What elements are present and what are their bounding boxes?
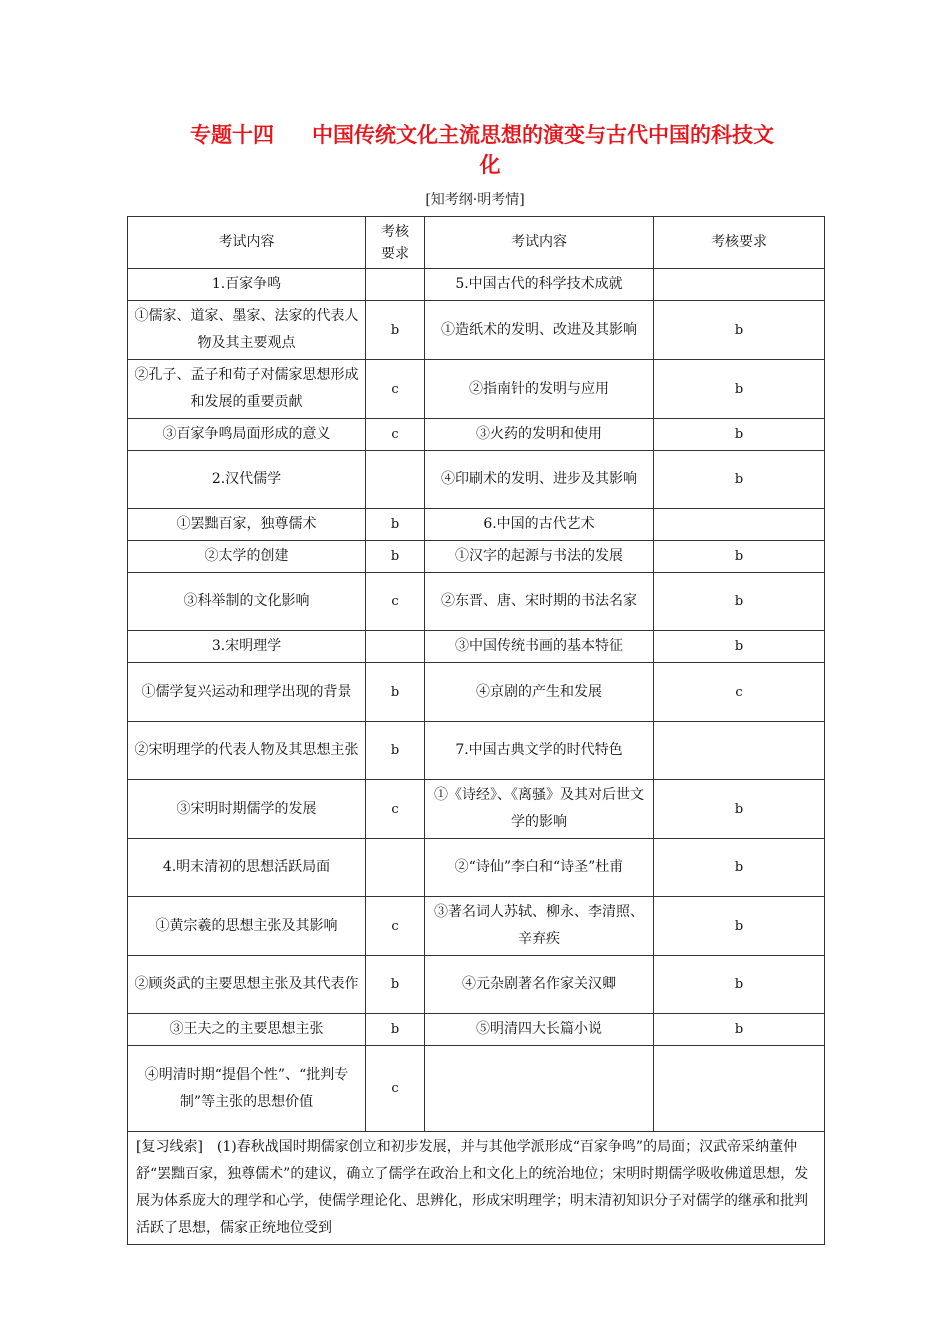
- content-cell: ③百家争鸣局面形成的意义: [128, 419, 366, 451]
- requirement-cell: b: [654, 360, 825, 419]
- requirement-cell: b: [654, 956, 825, 1014]
- table-row: [128, 1046, 825, 1132]
- table-row: [128, 360, 825, 419]
- table-header-row: [128, 217, 825, 269]
- header-cell: 考试内容: [128, 217, 366, 269]
- content-cell: 7.中国古典文学的时代特色: [425, 722, 654, 780]
- title-part3: 化: [479, 153, 501, 177]
- content-cell: ②顾炎武的主要思想主张及其代表作: [128, 956, 366, 1014]
- content-cell: ④京剧的产生和发展: [425, 663, 654, 722]
- table-row: [128, 509, 825, 541]
- table-row: [128, 269, 825, 301]
- content-cell: ③中国传统书画的基本特征: [425, 631, 654, 663]
- table-row: [128, 451, 825, 509]
- requirement-cell: [654, 269, 825, 301]
- content-cell: ④明清时期“提倡个性”、“批判专制”等主张的思想价值: [128, 1046, 366, 1132]
- requirement-cell: b: [654, 1014, 825, 1046]
- requirement-cell: [654, 722, 825, 780]
- content-cell: 2.汉代儒学: [128, 451, 366, 509]
- requirement-cell: [366, 631, 425, 663]
- requirement-cell: b: [366, 301, 425, 360]
- subtitle: [知考纲·明考情]: [425, 192, 525, 208]
- requirement-cell: b: [654, 631, 825, 663]
- content-cell: 6.中国的古代艺术: [425, 509, 654, 541]
- requirement-cell: b: [366, 722, 425, 780]
- content-cell: ①《诗经》、《离骚》及其对后世文学的影响: [425, 780, 654, 839]
- content-cell: 5.中国古代的科学技术成就: [425, 269, 654, 301]
- requirement-cell: b: [654, 301, 825, 360]
- title-part1: 专题十四: [190, 123, 274, 147]
- content-cell: ①造纸术的发明、改进及其影响: [425, 301, 654, 360]
- requirement-cell: [366, 451, 425, 509]
- table-row: [128, 839, 825, 897]
- content-cell: [425, 1046, 654, 1132]
- content-cell: ④元杂剧著名作家关汉卿: [425, 956, 654, 1014]
- content-cell: 4.明末清初的思想活跃局面: [128, 839, 366, 897]
- table-row: [128, 663, 825, 722]
- header-cell: 考核要求: [366, 217, 425, 269]
- requirement-cell: b: [654, 573, 825, 631]
- requirement-cell: [654, 509, 825, 541]
- requirement-cell: b: [366, 509, 425, 541]
- content-cell: ③著名词人苏轼、柳永、李清照、辛弃疾: [425, 897, 654, 956]
- requirement-cell: b: [654, 839, 825, 897]
- requirement-cell: b: [366, 956, 425, 1014]
- requirement-cell: c: [654, 663, 825, 722]
- table-row: [128, 956, 825, 1014]
- requirement-cell: c: [366, 360, 425, 419]
- requirement-cell: [366, 269, 425, 301]
- syllabus-table: [127, 216, 825, 1245]
- table-row: [128, 897, 825, 956]
- table-row: [128, 541, 825, 573]
- requirement-cell: c: [366, 573, 425, 631]
- requirement-cell: c: [366, 780, 425, 839]
- table-row: [128, 1014, 825, 1046]
- content-cell: ③王夫之的主要思想主张: [128, 1014, 366, 1046]
- requirement-cell: b: [654, 541, 825, 573]
- content-cell: ③科举制的文化影响: [128, 573, 366, 631]
- table-row: [128, 301, 825, 360]
- table-row: [128, 722, 825, 780]
- content-cell: ①儒学复兴运动和理学出现的背景: [128, 663, 366, 722]
- content-cell: ④印刷术的发明、进步及其影响: [425, 451, 654, 509]
- table-row: [128, 419, 825, 451]
- requirement-cell: c: [366, 1046, 425, 1132]
- document-title: [190, 120, 830, 180]
- content-cell: ①黄宗羲的思想主张及其影响: [128, 897, 366, 956]
- content-cell: ③宋明时期儒学的发展: [128, 780, 366, 839]
- table-row: [128, 780, 825, 839]
- requirement-cell: b: [654, 897, 825, 956]
- content-cell: ①汉字的起源与书法的发展: [425, 541, 654, 573]
- content-cell: ②孔子、孟子和荀子对儒家思想形成和发展的重要贡献: [128, 360, 366, 419]
- content-cell: 3.宋明理学: [128, 631, 366, 663]
- header-cell: 考核要求: [654, 217, 825, 269]
- requirement-cell: [366, 839, 425, 897]
- requirement-cell: b: [366, 663, 425, 722]
- content-cell: ②指南针的发明与应用: [425, 360, 654, 419]
- header-cell: 考试内容: [425, 217, 654, 269]
- requirement-cell: b: [654, 419, 825, 451]
- content-cell: ③火药的发明和使用: [425, 419, 654, 451]
- requirement-cell: b: [654, 780, 825, 839]
- requirement-cell: c: [366, 897, 425, 956]
- content-cell: ②宋明理学的代表人物及其思想主张: [128, 722, 366, 780]
- content-cell: ①罢黜百家，独尊儒术: [128, 509, 366, 541]
- content-cell: ①儒家、道家、墨家、法家的代表人物及其主要观点: [128, 301, 366, 360]
- content-cell: ②太学的创建: [128, 541, 366, 573]
- notes-row: [128, 1132, 825, 1245]
- review-notes: [复习线索] (1)春秋战国时期儒家创立和初步发展，并与其他学派形成“百家争鸣”的局面；汉武帝采纳董仲舒“罢黜百家，独尊儒术”的建议，确立了儒学在政治上和文化上的统治地位；宋明时期儒学吸收佛道思想，发展为体系庞大的理学和心学，使儒学理论化、思辨化，形成宋明理学；明末清初知识分子对儒学的继承和批判活跃了思想，儒家正统地位受到: [128, 1132, 825, 1245]
- requirement-cell: [654, 1046, 825, 1132]
- title-part2: 中国传统文化主流思想的演变与古代中国的科技文: [312, 123, 774, 147]
- requirement-cell: b: [654, 451, 825, 509]
- table-row: [128, 631, 825, 663]
- table-row: [128, 573, 825, 631]
- content-cell: ②“诗仙”李白和“诗圣”杜甫: [425, 839, 654, 897]
- content-cell: 1.百家争鸣: [128, 269, 366, 301]
- content-cell: ⑤明清四大长篇小说: [425, 1014, 654, 1046]
- requirement-cell: b: [366, 541, 425, 573]
- requirement-cell: c: [366, 419, 425, 451]
- requirement-cell: b: [366, 1014, 425, 1046]
- content-cell: ②东晋、唐、宋时期的书法名家: [425, 573, 654, 631]
